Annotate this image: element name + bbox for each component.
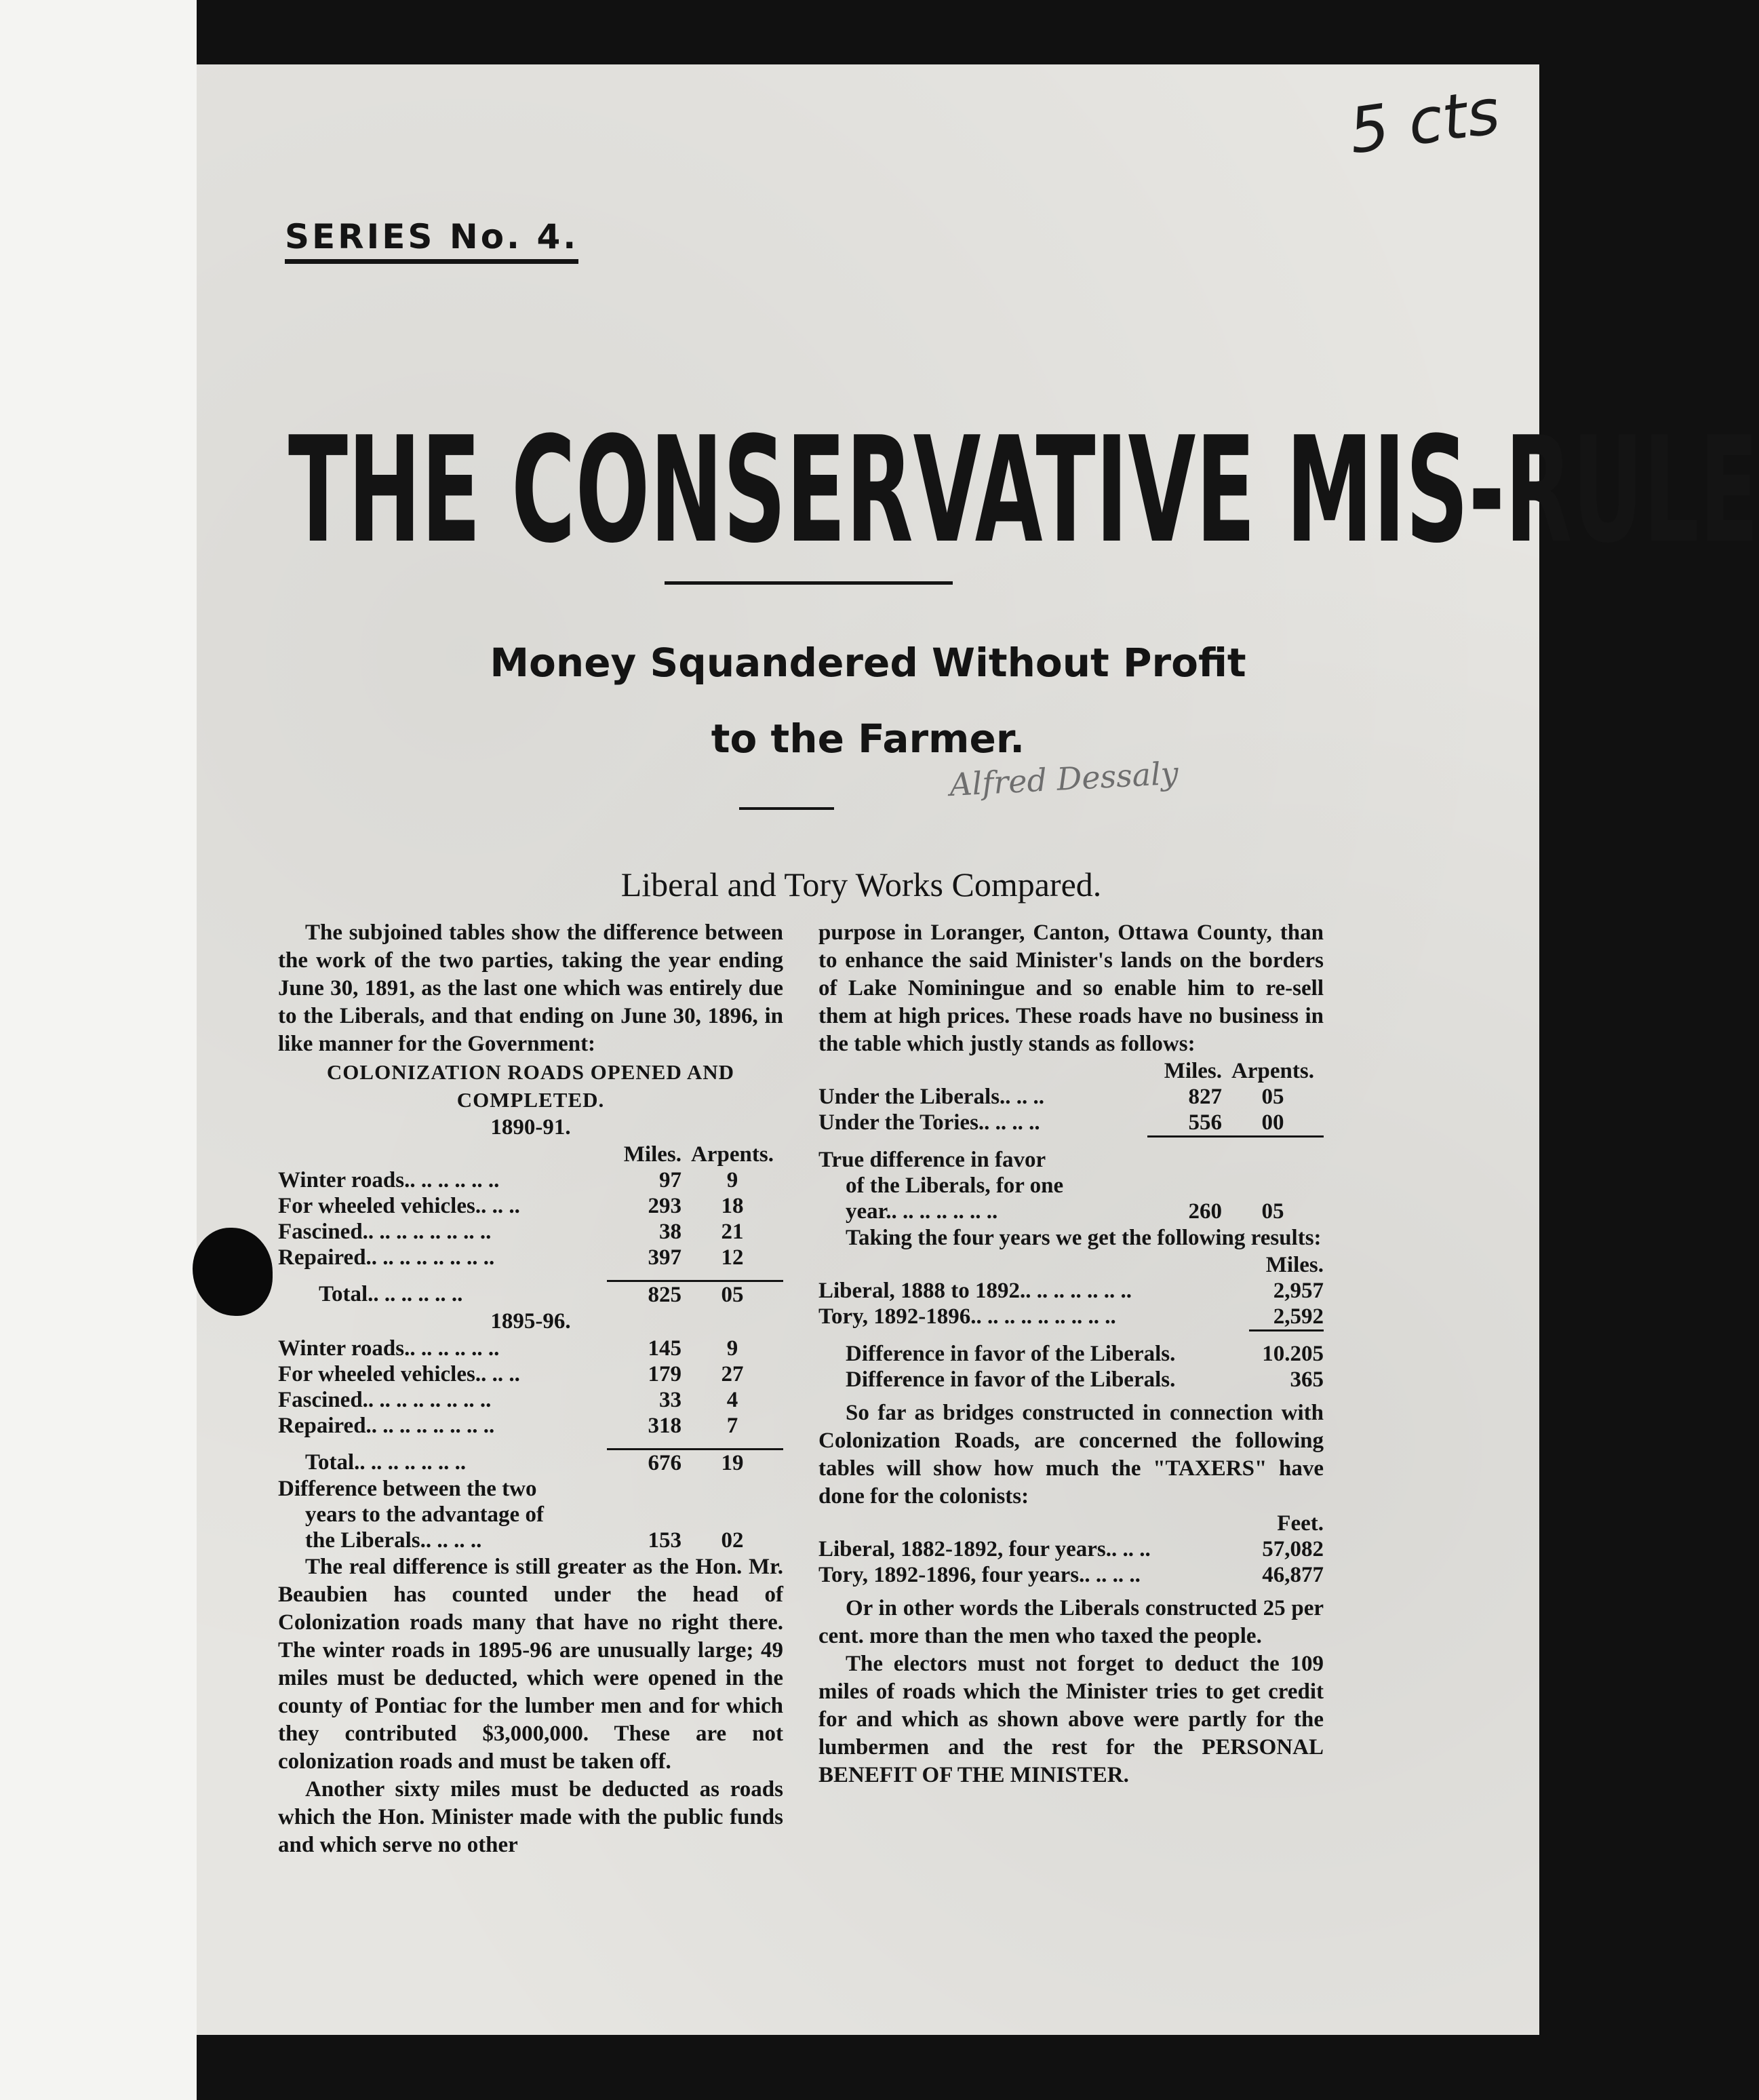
- row-arpents: 12: [721, 1245, 744, 1270]
- ink-blot: [193, 1228, 273, 1316]
- row-miles: 397: [648, 1245, 681, 1270]
- row-miles: 827: [1188, 1085, 1222, 1109]
- subtitle-line-1: Money Squandered Without Profit: [490, 640, 1246, 686]
- roads-table-1890: [278, 1142, 783, 1308]
- difference-row: [278, 1528, 783, 1553]
- miles-header: Miles.: [1265, 1253, 1324, 1277]
- row-miles: 97: [659, 1168, 681, 1192]
- intro-paragraph: The subjoined tables show the difference between the work of the two parties, taking the year ending June 30, 1891, as the last one which was entirely due to the Liberals, and that ending on June 30, 1896, in like manner for the Government:: [278, 920, 783, 1056]
- difference-label-2: years to the advantage of: [305, 1502, 544, 1527]
- parties-table: [818, 1058, 1324, 1224]
- difference-label-1: Difference between the two: [278, 1477, 537, 1501]
- difference-label: Difference in favor of the Liberals.: [846, 1367, 1176, 1392]
- row-arpents: 4: [726, 1388, 738, 1412]
- true-difference-label-2: of the Liberals, for one: [846, 1173, 1064, 1198]
- row-label: Winter roads.. .. .. .. .. ..: [278, 1336, 500, 1361]
- bridges-paragraph: So far as bridges constructed in connection with Colonization Roads, are concerned the following tables will show how much the "TAXERS" have done for the colonists:: [818, 1401, 1324, 1509]
- table-header-row: [278, 1142, 783, 1167]
- difference-row: [818, 1341, 1324, 1367]
- row-miles: 145: [648, 1336, 681, 1361]
- difference-arpents: 02: [721, 1528, 744, 1553]
- row-label: Under the Tories.. .. .. ..: [818, 1110, 1040, 1135]
- row-arpents: 27: [721, 1362, 744, 1386]
- row-miles: 318: [648, 1414, 681, 1438]
- row-label: Liberal, 1888 to 1892.. .. .. .. .. .. ..: [818, 1279, 1132, 1303]
- difference-row: [278, 1502, 783, 1528]
- difference-value: 365: [1290, 1367, 1324, 1392]
- row-label: Repaired.. .. .. .. .. .. .. ..: [278, 1414, 495, 1438]
- sixty-miles-paragraph: Another sixty miles must be deducted as roads which the Hon. Minister made with the public funds and which serve no other: [278, 1777, 783, 1857]
- table-header-row: [818, 1058, 1324, 1084]
- row-arpents: 9: [726, 1168, 738, 1192]
- total-miles: 676: [607, 1450, 681, 1477]
- difference-label-3: the Liberals.. .. .. ..: [305, 1528, 482, 1553]
- row-label: Under the Liberals.. .. ..: [818, 1085, 1045, 1109]
- handwritten-price-note: 5 cts: [1344, 75, 1504, 168]
- divider-rule-short: [739, 807, 834, 810]
- difference-label: Difference in favor of the Liberals.: [846, 1342, 1176, 1366]
- row-label: Winter roads.. .. .. .. .. ..: [278, 1168, 500, 1192]
- difference-row: [818, 1367, 1324, 1393]
- subtitle-line-2: to the Farmer.: [711, 716, 1025, 762]
- document-page: [197, 64, 1759, 2035]
- table-row: [818, 1536, 1324, 1562]
- row-arpents: 21: [721, 1220, 744, 1244]
- row-label: For wheeled vehicles.. .. ..: [278, 1362, 520, 1386]
- total-row: [278, 1281, 783, 1308]
- table-row: [818, 1278, 1324, 1304]
- true-difference-miles: 260: [1188, 1199, 1222, 1224]
- table-row: [818, 1084, 1324, 1110]
- row-label: Tory, 1892-1896.. .. .. .. .. .. .. .. ..: [818, 1304, 1116, 1329]
- table-row: [278, 1167, 783, 1193]
- total-arpents: 05: [681, 1281, 783, 1308]
- arpents-header: Arpents.: [691, 1142, 774, 1167]
- total-miles: 825: [607, 1281, 681, 1308]
- table-row: [278, 1193, 783, 1219]
- four-years-paragraph: Taking the four years we get the following results:: [846, 1226, 1322, 1250]
- difference-miles: 153: [648, 1528, 681, 1553]
- true-difference-label-3: year.. .. .. .. .. .. ..: [846, 1199, 998, 1224]
- row-miles: 179: [648, 1362, 681, 1386]
- table-row: [818, 1110, 1324, 1137]
- table-row: [278, 1413, 783, 1439]
- row-miles: 293: [648, 1194, 681, 1218]
- continuation-paragraph: purpose in Loranger, Canton, Ottawa County, than to enhance the said Minister's lands on the borders of Lake Nominingue and so enable him to re-sell them at high prices. These roads have no business in the table which justly stands as follows:: [818, 920, 1324, 1056]
- series-label: SERIES No. 4.: [285, 217, 578, 264]
- total-label: Total.. .. .. .. .. ..: [319, 1281, 463, 1306]
- true-difference-row: [818, 1173, 1324, 1199]
- scan-margin: [0, 0, 197, 2100]
- row-arpents: 18: [721, 1194, 744, 1218]
- left-column: [278, 919, 783, 1859]
- row-arpents: 9: [726, 1336, 738, 1361]
- arpents-header: Arpents.: [1231, 1059, 1314, 1083]
- table-row: [818, 1562, 1324, 1588]
- other-words-paragraph: Or in other words the Liberals constructed 25 per cent. more than the men who taxed the people.: [818, 1596, 1324, 1648]
- table-row: [278, 1245, 783, 1270]
- period-heading: 1895-96.: [490, 1309, 571, 1334]
- table-header-row: [818, 1511, 1324, 1536]
- page-title: THE CONSERVATIVE MIS-RULE: [288, 405, 1759, 575]
- spacer-row: [278, 1439, 783, 1450]
- row-miles: 33: [659, 1388, 681, 1412]
- bridges-table: [818, 1511, 1324, 1588]
- spacer-row: [818, 1137, 1324, 1148]
- table-row: [818, 1304, 1324, 1331]
- feet-header: Feet.: [1277, 1511, 1324, 1536]
- miles-header: Miles.: [1164, 1059, 1222, 1083]
- row-arpents: 00: [1261, 1110, 1284, 1135]
- divider-rule: [665, 581, 953, 585]
- real-difference-paragraph: The real difference is still greater as the Hon. Mr. Beaubien has counted under the head of Colonization roads many that have no right there. The winter roads in 1895-96 are unusually large; 49 miles must be deducted, which were opened in the county of Pontiac for the lumber men and for which they contributed $3,000,000. These are not colonization roads and must be taken off.: [278, 1555, 783, 1774]
- table-row: [278, 1387, 783, 1413]
- row-label: For wheeled vehicles.. .. ..: [278, 1194, 520, 1218]
- row-label: Repaired.. .. .. .. .. .. .. ..: [278, 1245, 495, 1270]
- table-header-row: [818, 1252, 1324, 1278]
- difference-value: 10.205: [1262, 1342, 1324, 1366]
- total-arpents: 19: [681, 1450, 783, 1477]
- row-label: Fascined.. .. .. .. .. .. .. ..: [278, 1388, 492, 1412]
- row-label: Liberal, 1882-1892, four years.. .. ..: [818, 1537, 1151, 1561]
- total-row: [278, 1450, 783, 1477]
- row-feet: 57,082: [1262, 1537, 1324, 1561]
- table-row: [278, 1219, 783, 1245]
- row-miles: 2,957: [1273, 1279, 1324, 1303]
- handwritten-signature: Alfred Dessaly: [948, 754, 1180, 804]
- row-miles: 38: [659, 1220, 681, 1244]
- row-label: Tory, 1892-1896, four years.. .. .. ..: [818, 1563, 1141, 1587]
- difference-row: [278, 1476, 783, 1502]
- four-years-table: [818, 1252, 1324, 1393]
- table-row: [278, 1336, 783, 1361]
- spacer-row: [818, 1331, 1324, 1342]
- roads-table-1895: [278, 1336, 783, 1553]
- period-heading: 1890-91.: [490, 1115, 571, 1140]
- miles-header: Miles.: [623, 1142, 681, 1167]
- row-feet: 46,877: [1262, 1563, 1324, 1587]
- spacer-row: [278, 1270, 783, 1281]
- electors-paragraph: The electors must not forget to deduct the 109 miles of roads which the Minister tries to get credit for and which as shown above were partly for the lumbermen and the rest for the PERSONAL BENEFIT OF THE MINISTER.: [818, 1652, 1324, 1787]
- true-difference-row: [818, 1199, 1324, 1224]
- table-row: [278, 1361, 783, 1387]
- row-arpents: 05: [1261, 1085, 1284, 1109]
- row-arpents: 7: [726, 1414, 738, 1438]
- right-column: [818, 919, 1324, 1789]
- row-label: Fascined.. .. .. .. .. .. .. ..: [278, 1220, 492, 1244]
- section-heading: Liberal and Tory Works Compared.: [620, 866, 1102, 903]
- true-difference-label-1: True difference in favor: [818, 1148, 1046, 1172]
- true-difference-arpents: 05: [1261, 1199, 1284, 1224]
- true-difference-row: [818, 1147, 1324, 1173]
- row-miles: 556: [1188, 1110, 1222, 1135]
- total-label: Total.. .. .. .. .. .. ..: [305, 1450, 467, 1475]
- table-title: COLONIZATION ROADS OPENED AND COMPLETED.: [326, 1060, 735, 1112]
- row-miles: 2,592: [1273, 1304, 1324, 1329]
